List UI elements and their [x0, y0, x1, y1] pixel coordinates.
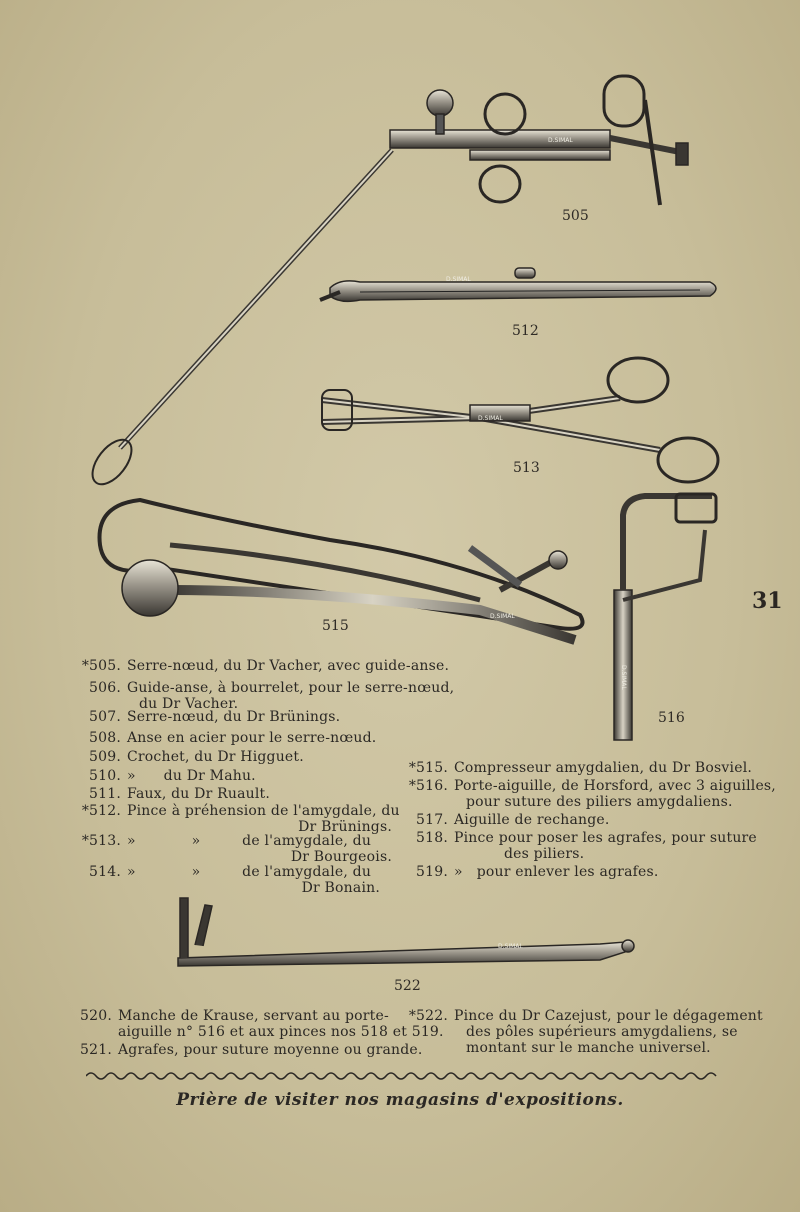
- figure-number-522: 522: [394, 978, 421, 994]
- page-number: 31: [752, 588, 783, 614]
- list-item: 520. Manche de Krause, servant au porte- aiguille n° 516 et aux pinces nos 518 et 519.: [80, 1008, 444, 1040]
- list-item: 508. Anse en acier pour le serre-nœud.: [89, 730, 377, 746]
- list-item: *516. Porte-aiguille, de Horsford, avec 3 aiguilles, pour suture des piliers amygdaliens.: [408, 778, 776, 810]
- engraving-515: D.SIMAL: [490, 613, 515, 620]
- list-item: 506. Guide-anse, à bourrelet, pour le serre-nœud, du Dr Vacher.: [89, 680, 455, 712]
- engraving-513: D.SIMAL: [478, 415, 503, 422]
- list-item: *522. Pince du Dr Cazejust, pour le dégagement des pôles supérieurs amygdaliens, se montant sur le manche universel.: [408, 1008, 763, 1056]
- engraving-522: D.SIMAL: [498, 943, 523, 950]
- list-item: 507. Serre-nœud, du Dr Brünings.: [89, 709, 341, 725]
- engraving-512: D.SIMAL: [446, 276, 471, 283]
- list-item: 521. Agrafes, pour suture moyenne ou grande.: [80, 1042, 423, 1058]
- instrument-512: [320, 268, 716, 301]
- list-item: 518. Pince pour poser les agrafes, pour suture des piliers.: [416, 830, 757, 862]
- instrument-522: [178, 898, 634, 966]
- decorative-rule: [86, 1068, 720, 1084]
- list-item: *512. Pince à préhension de l'amygdale, du Dr Brünings.: [81, 803, 400, 835]
- list-item: 517. Aiguille de rechange.: [416, 812, 610, 828]
- footer-slogan: Prière de visiter nos magasins d'expositions.: [176, 1090, 624, 1110]
- list-item: 510. » du Dr Mahu.: [89, 768, 256, 784]
- engraving-505: D.SIMAL: [548, 137, 573, 144]
- figure-number-505: 505: [562, 208, 589, 224]
- list-item: *515. Compresseur amygdalien, du Dr Bosviel.: [408, 760, 753, 776]
- list-item: 509. Crochet, du Dr Higguet.: [89, 749, 304, 765]
- list-item: 519. » pour enlever les agrafes.: [416, 864, 659, 880]
- instrument-516: [614, 494, 716, 740]
- figure-number-512: 512: [512, 323, 539, 339]
- list-item: *513. » » de l'amygdale, du Dr Bourgeois.: [81, 833, 392, 865]
- engraving-516: D.SIMAL: [620, 665, 627, 690]
- list-item: *505. Serre-nœud, du Dr Vacher, avec guide-anse.: [81, 658, 450, 674]
- figure-number-516: 516: [658, 710, 685, 726]
- figure-number-515: 515: [322, 618, 349, 634]
- list-item: 514. » » de l'amygdale, du Dr Bonain.: [89, 864, 380, 896]
- list-item: 511. Faux, du Dr Ruault.: [89, 786, 270, 802]
- figure-number-513: 513: [513, 460, 540, 476]
